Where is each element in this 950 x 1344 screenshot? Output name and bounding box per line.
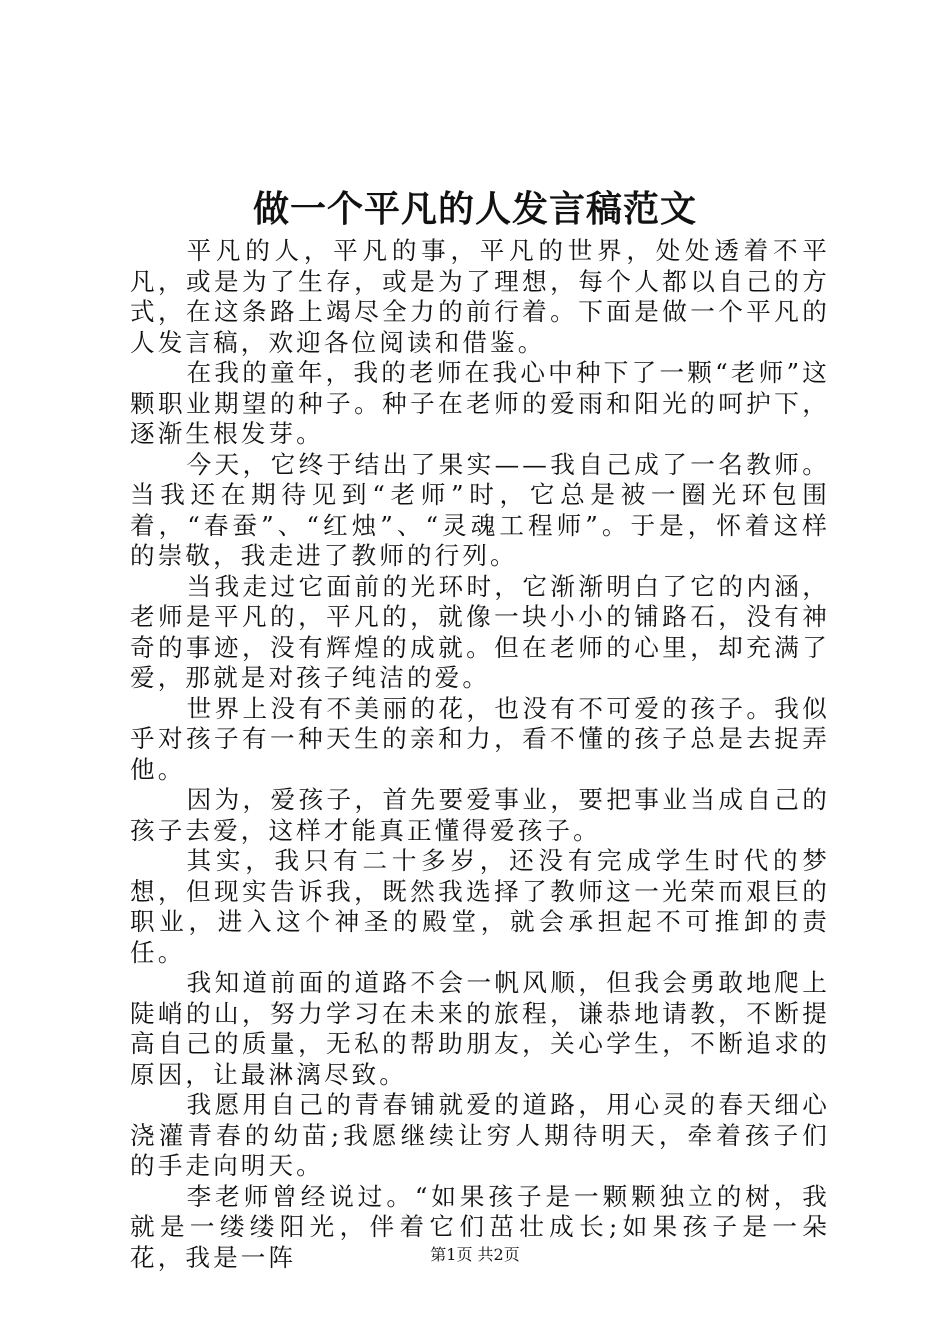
- paragraph: 在我的童年，我的老师在我心中种下了一颗“老师”这颗职业期望的种子。种子在老师的爱雨和阳光的呵护下，逐渐生根发芽。: [130, 358, 830, 448]
- paragraph: 其实，我只有二十多岁，还没有完成学生时代的梦想，但现实告诉我，既然我选择了教师这一光荣而艰巨的职业，进入这个神圣的殿堂，就会承担起不可推卸的责任。: [130, 846, 830, 967]
- paragraph: 我愿用自己的青春铺就爱的道路，用心灵的春天细心浇灌青春的幼苗;我愿继续让穷人期待明天，牵着孩子们的手走向明天。: [130, 1090, 830, 1180]
- paragraph: 当我走过它面前的光环时，它渐渐明白了它的内涵，老师是平凡的，平凡的，就像一块小小的铺路石，没有神奇的事迹，没有辉煌的成就。但在老师的心里，却充满了爱，那就是对孩子纯洁的爱。: [130, 571, 830, 692]
- document-body: [130, 236, 830, 1273]
- paragraph: 世界上没有不美丽的花，也没有不可爱的孩子。我似乎对孩子有一种天生的亲和力，看不懂的孩子总是去捉弄他。: [130, 693, 830, 784]
- paragraph: 因为，爱孩子，首先要爱事业，要把事业当成自己的孩子去爱，这样才能真正懂得爱孩子。: [130, 785, 830, 845]
- paragraph: 平凡的人，平凡的事，平凡的世界，处处透着不平凡，或是为了生存，或是为了理想，每个人都以自己的方式，在这条路上竭尽全力的前行着。下面是做一个平凡的人发言稿，欢迎各位阅读和借鉴。: [130, 236, 830, 357]
- paragraph: 今天，它终于结出了果实——我自己成了一名教师。当我还在期待见到“老师”时，它总是被一圈光环包围着，“春蚕”、“红烛”、“灵魂工程师”。于是，怀着这样的崇敬，我走进了教师的行列。: [130, 449, 830, 570]
- paragraph: 李老师曾经说过。“如果孩子是一颗颗独立的树，我就是一缕缕阳光，伴着它们茁壮成长;如果孩子是一朵花，我是一阵: [130, 1181, 830, 1272]
- document-title: 做一个平凡的人发言稿范文: [252, 188, 697, 230]
- paragraph: 我知道前面的道路不会一帆风顺，但我会勇敢地爬上陡峭的山，努力学习在未来的旅程，谦恭地请教，不断提高自己的质量，无私的帮助朋友，关心学生，不断追求的原因，让最淋漓尽致。: [130, 968, 830, 1089]
- page-footer: 第1页 共2页: [430, 1245, 520, 1264]
